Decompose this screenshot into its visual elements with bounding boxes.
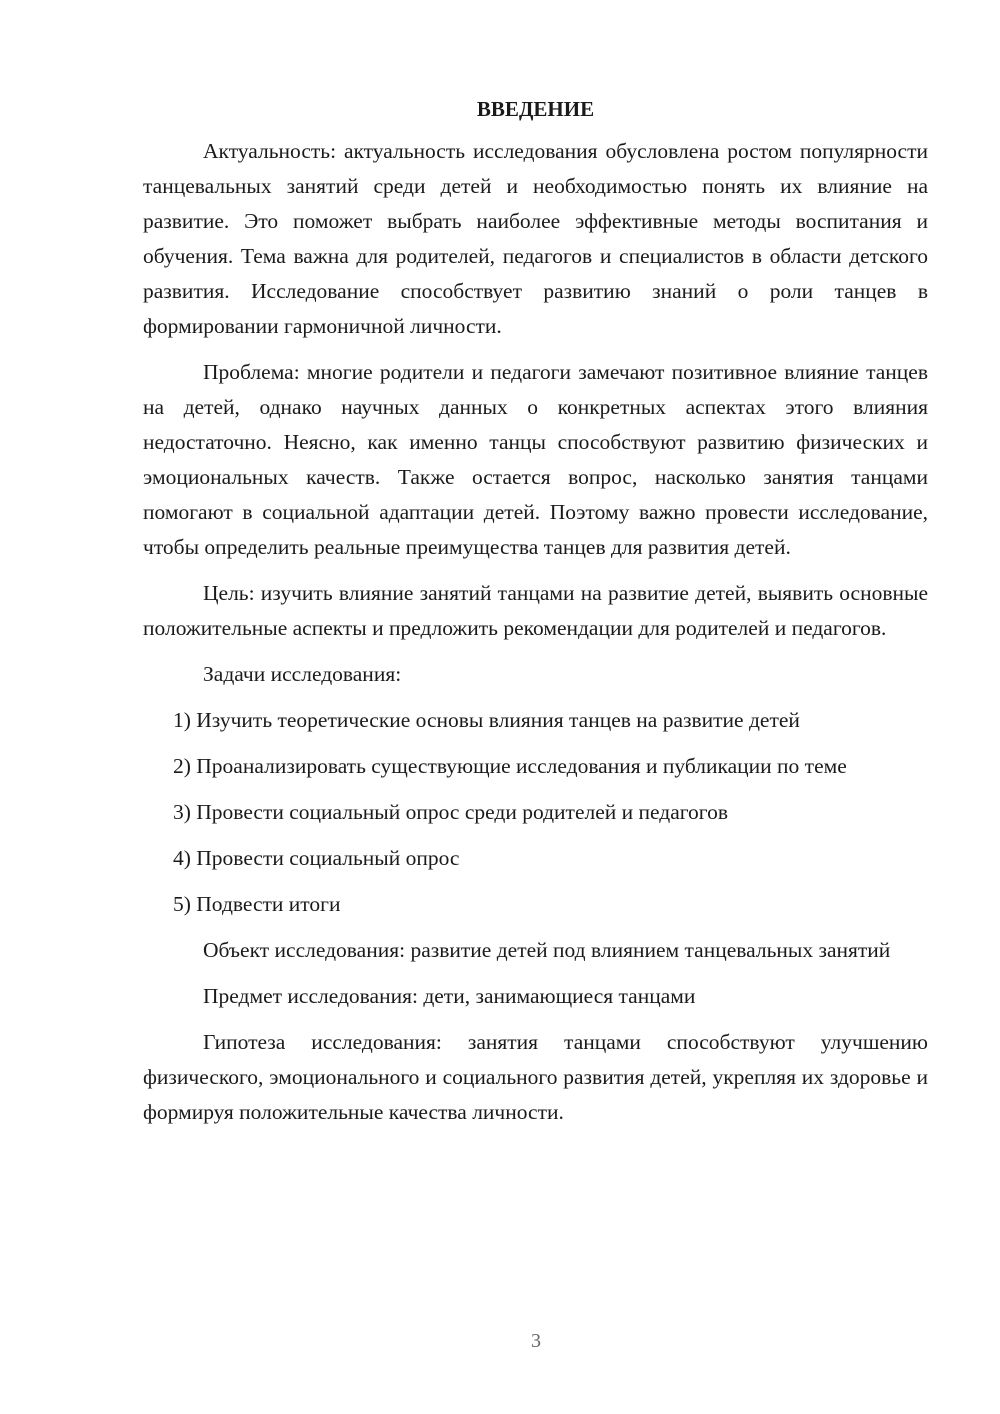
- section-heading: ВВЕДЕНИЕ: [476, 97, 595, 121]
- document-page: [143, 92, 928, 1141]
- object-paragraph: Объект исследования: развитие детей под влиянием танцевальных занятий: [203, 938, 891, 962]
- task-item: 5) Подвести итоги: [173, 892, 341, 916]
- relevance-paragraph: Актуальность: актуальность исследования обусловлена ростом популярности танцевальных занятий среди детей и необходимостью понять их влияние на развитие. Это поможет выбрать наиболее эффективные методы воспитания и обучения. Тема важна для родителей, педагогов и специалистов в области детского развития. Исследование способствует развитию знаний о роли танцев в формировании гармоничной личности.: [143, 139, 928, 338]
- task-item: 2) Проанализировать существующие исследования и публикации по теме: [173, 754, 847, 778]
- subject-paragraph: Предмет исследования: дети, занимающиеся танцами: [203, 984, 696, 1008]
- task-item: 4) Провести социальный опрос: [173, 846, 460, 870]
- goal-paragraph: Цель: изучить влияние занятий танцами на развитие детей, выявить основные положительные аспекты и предложить рекомендации для родителей и педагогов.: [143, 581, 928, 640]
- hypothesis-paragraph: Гипотеза исследования: занятия танцами способствуют улучшению физического, эмоционального и социального развития детей, укрепляя их здоровье и формируя положительные качества личности.: [143, 1030, 928, 1124]
- task-item: 3) Провести социальный опрос среди родителей и педагогов: [173, 800, 728, 824]
- page-number: 3: [531, 1330, 541, 1352]
- problem-paragraph: Проблема: многие родители и педагоги замечают позитивное влияние танцев на детей, однако научных данных о конкретных аспектах этого влияния недостаточно. Неясно, как именно танцы способствуют развитию физических и эмоциональных качеств. Также остается вопрос, насколько занятия танцами помогают в социальной адаптации детей. Поэтому важно провести исследование, чтобы определить реальные преимущества танцев для развития детей.: [143, 360, 928, 559]
- tasks-title: Задачи исследования:: [203, 662, 402, 686]
- task-item: 1) Изучить теоретические основы влияния танцев на развитие детей: [173, 708, 800, 732]
